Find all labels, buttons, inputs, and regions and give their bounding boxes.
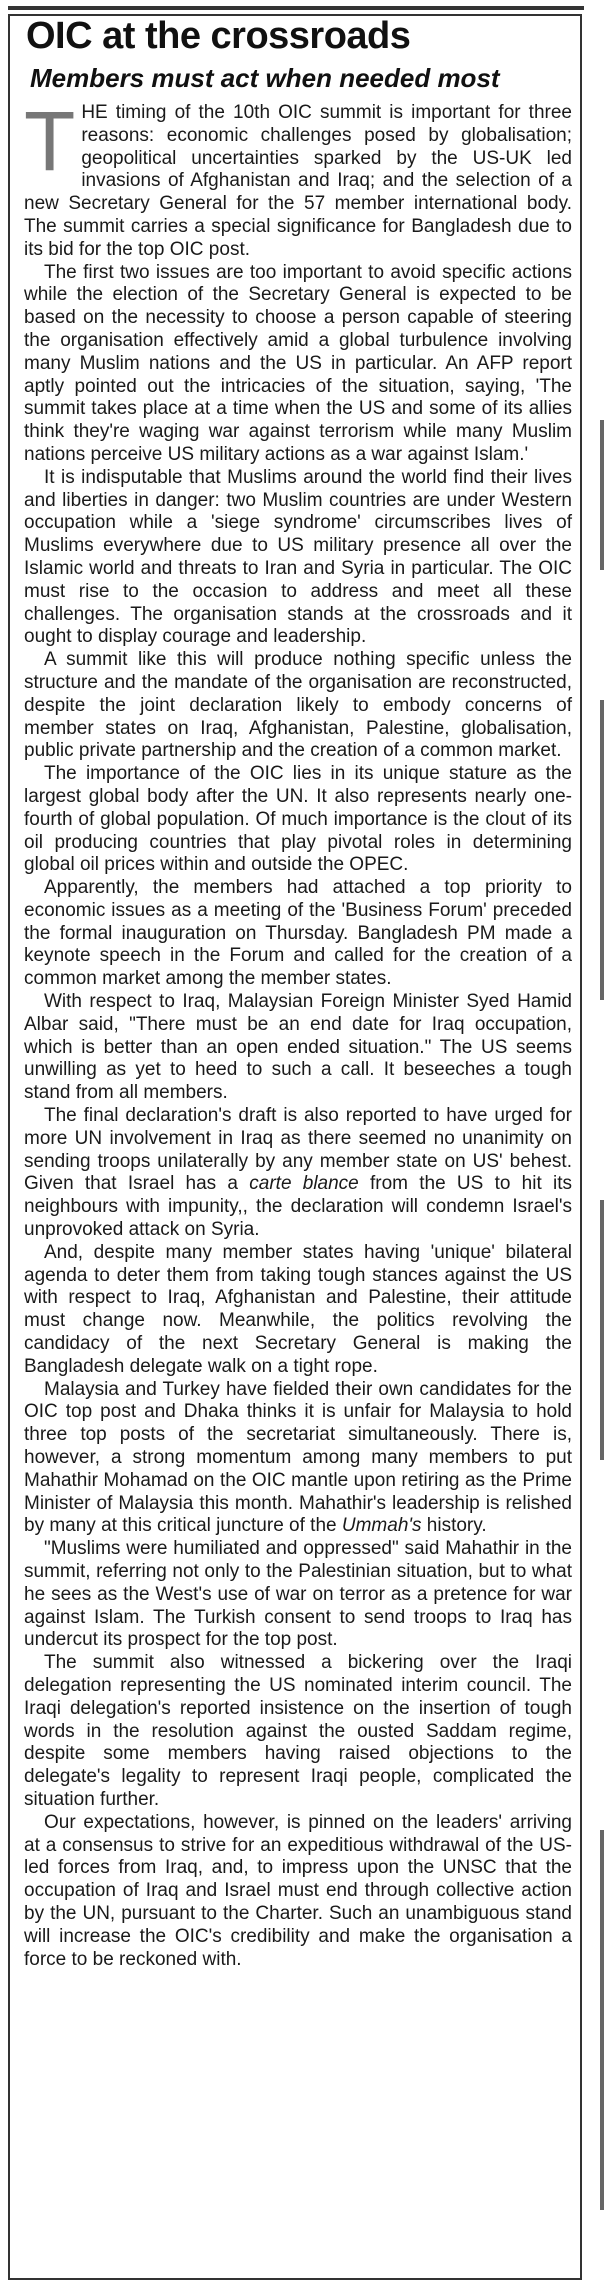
paragraph-7: With respect to Iraq, Malaysian Foreign Minister Syed Hamid Albar said, "There must be an end date for Iraq occupation, which is better than an open ended situation." The US seems unwilling as yet to heed to such a call. It beseeches a tough stand from all members. bbox=[24, 991, 572, 1104]
paragraph-1-text: HE timing of the 10th OIC summit is important for three reasons: economic challenges posed by globalisation; geopolitical uncertainties sparked by the US-UK led invasions of Afghanistan and Iraq; and the selection of a new Secretary General for the 57 member international body. The summit carries a special significance for Bangladesh due to its bid for the top OIC post. bbox=[24, 102, 572, 260]
edge-mark bbox=[600, 700, 604, 1000]
paragraph-8-italic: carte blance bbox=[249, 1173, 359, 1195]
paragraph-10-part-a: Malaysia and Turkey have fielded their own candidates for the OIC top post and Dhaka thinks it is unfair for Malaysia to hold three top posts of the secretariat simultaneously. There is, however, a strong momentum among many members to put Mahathir Mohamad on the OIC mantle upon retiring as the Prime Minister of Malaysia this month. Mahathir's leadership is relished by many at this critical juncture of the bbox=[24, 1378, 572, 1537]
article-body bbox=[24, 94, 572, 1971]
paragraph-9: And, despite many member states having 'unique' bilateral agenda to deter them from taking tough stances against the US with respect to Iraq, Afghanistan and Palestine, their attitude must change now. Meanwhile, the politics revolving the candidacy of the next Secretary General is making the Bangladesh delegate walk on a tight rope. bbox=[24, 1241, 572, 1377]
paragraph-8 bbox=[24, 1105, 572, 1242]
paragraph-10 bbox=[24, 1379, 572, 1539]
paragraph-10-italic: Ummah's bbox=[341, 1515, 422, 1537]
paragraph-10-part-b: history. bbox=[421, 1515, 487, 1537]
paragraph-5: The importance of the OIC lies in its unique stature as the largest global body after the UN. It also represents nearly one-fourth of global population. Of much importance is the clout of its oil producing countries that play pivotal roles in determining global oil prices within and outside the OPEC. bbox=[24, 763, 572, 876]
paragraph-2: The first two issues are too important to avoid specific actions while the election of the Secretary General is expected to be based on the necessity to choose a person capable of steering the organisation effectively amid a global turbulence involving many Muslim nations and the US in particular. An AFP report aptly pointed out the intricacies of the situation, saying, 'The summit takes place at a time when the US and some of its allies think they're waging war against terrorism while many Muslim nations perceive US military actions as a war against Islam.' bbox=[24, 261, 572, 465]
edge-mark bbox=[600, 420, 604, 570]
paragraph-6: Apparently, the members had attached a top priority to economic issues as a meeting of the 'Business Forum' preceded the formal inauguration on Thursday. Bangladesh PM made a keynote speech in the Forum and called for the creation of a common market among the member states. bbox=[24, 877, 572, 990]
edge-mark bbox=[600, 1200, 604, 1460]
adjacent-column-edge bbox=[592, 0, 615, 2290]
subheadline: Members must act when needed most bbox=[30, 63, 500, 93]
paragraph-1 bbox=[24, 94, 572, 262]
paragraph-8-part-a: The final declaration's draft is also reported to have urged for more UN involvement in Iraq as there seemed no unanimity on sending troops unilaterally by any member state on US' behest. Given that Israel has a bbox=[24, 1105, 572, 1195]
paragraph-13: Our expectations, however, is pinned on the leaders' arriving at a consensus to strive for an expeditious withdrawal of the US- led forces from Iraq, and, to impress upon the UNSC that the occupation of Iraq and Israel must end through collective action by the UN, pursuant to the Charter. Such an unambiguous stand will increase the OIC's credibility and make the organisation a force to be reckoned with. bbox=[24, 1811, 572, 1970]
paragraph-3: It is indisputable that Muslims around the world find their lives and liberties in danger: two Muslim countries are under Western occupation while a 'siege syndrome' circumscribes lives of Muslims everywhere due to US military presence all over the Islamic world and threats to Iran and Syria in particular. The OIC must rise to the occasion to address and meet all these challenges. The organisation stands at the crossroads and it ought to display courage and leadership. bbox=[24, 466, 572, 648]
paragraph-8-part-b: from the US to hit its neighbours with impunity,, the declaration will condemn Israel's unprovoked attack on Syria. bbox=[24, 1173, 572, 1241]
paragraph-4: A summit like this will produce nothing specific unless the structure and the mandate of the organisation are reconstructed, despite the joint declaration likely to embody concerns of member states on Iraq, Afghanistan, Palestine, globalisation, public private partnership and the creation of a common market. bbox=[24, 649, 572, 762]
headline: OIC at the crossroads bbox=[26, 15, 411, 57]
paragraph-11: "Muslims were humiliated and oppressed" said Mahathir in the summit, referring not only to the Palestinian situation, but to what he sees as the West's use of war on terror as a pretence for war against Islam. The Turkish consent to send troops to Iraq has undercut its prospect for the top post. bbox=[24, 1538, 572, 1651]
top-rule bbox=[8, 6, 584, 10]
paragraph-12: The summit also witnessed a bickering over the Iraqi delegation representing the US nominated interim council. The Iraqi delegation's reported insistence on the insertion of tough words in the resolution against the ousted Saddam regime, despite some members having raised objections to the delegate's legality to represent Iraqi people, complicated the situation further. bbox=[24, 1652, 572, 1810]
edge-mark bbox=[600, 1830, 604, 2210]
drop-cap: T bbox=[24, 94, 76, 188]
